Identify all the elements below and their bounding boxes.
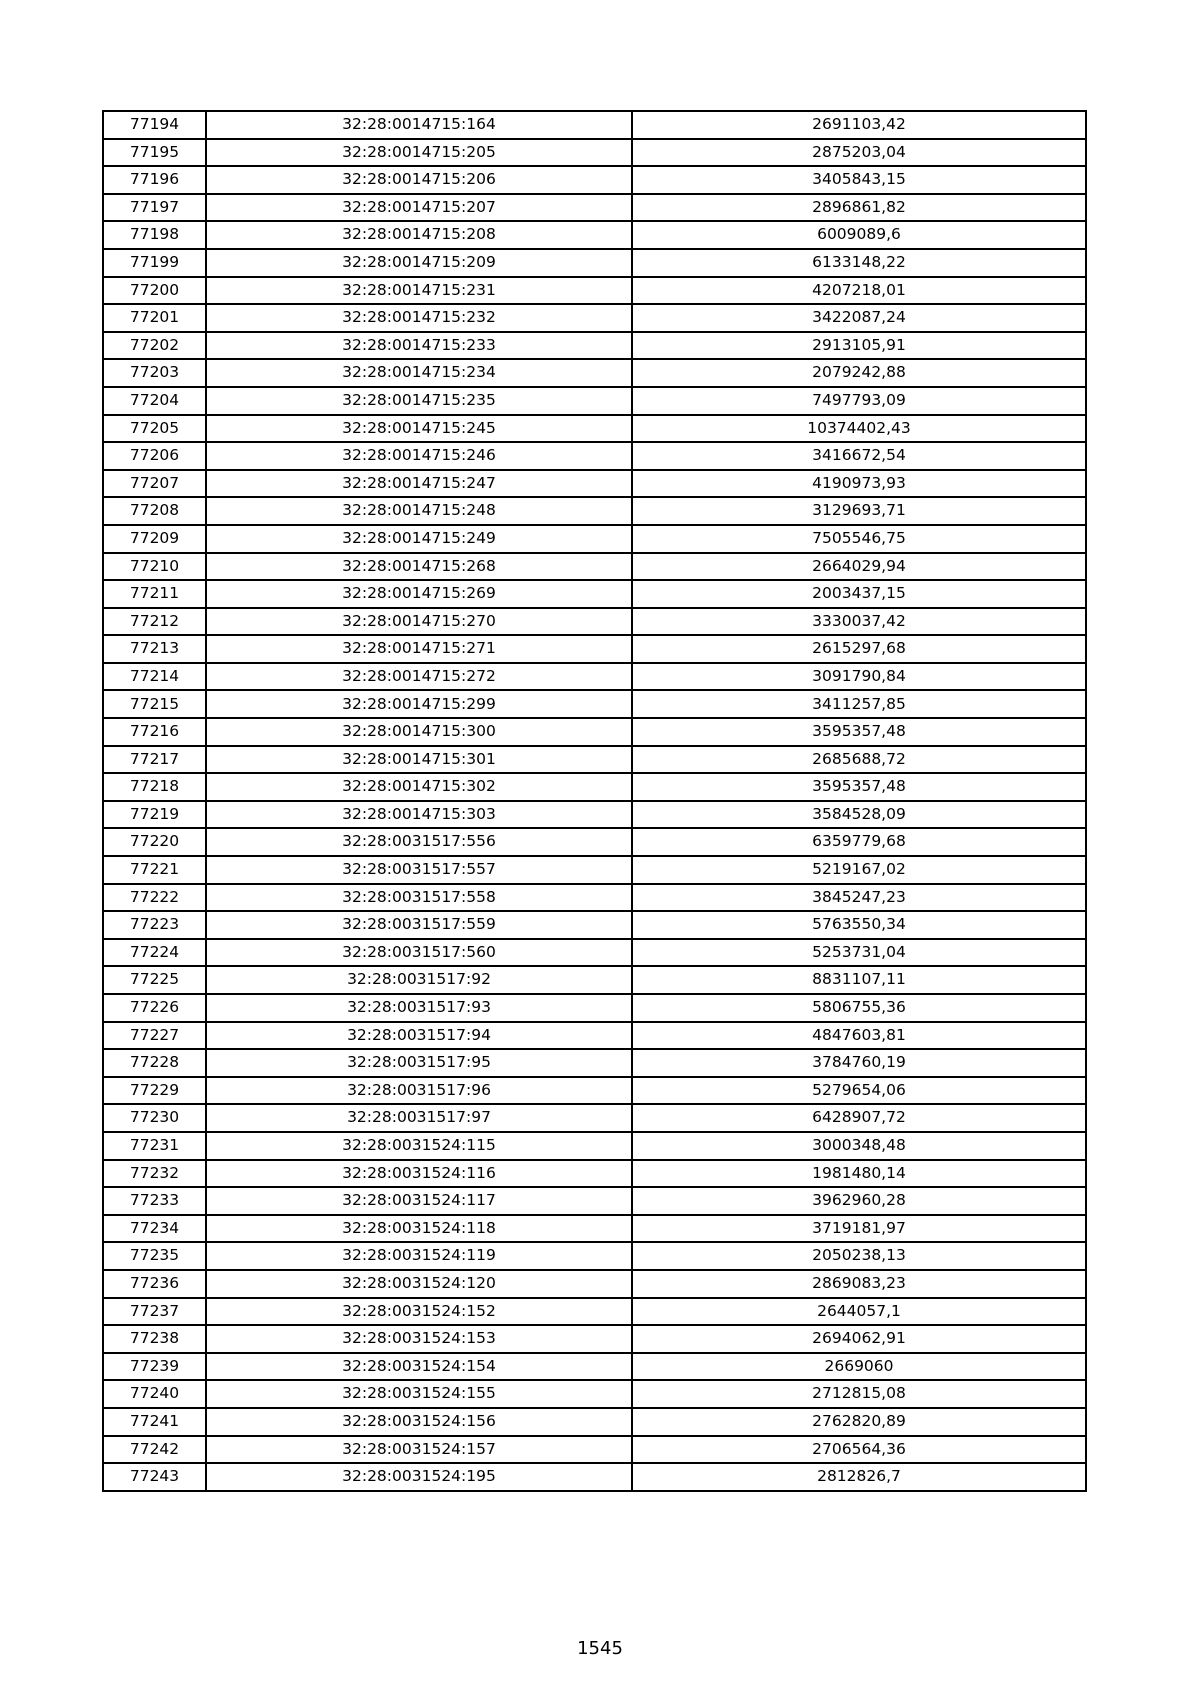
table-row <box>103 746 1086 774</box>
value-cell: 2875203,04 <box>632 139 1086 167</box>
cadastral-number-cell: 32:28:0014715:207 <box>206 194 632 222</box>
value-cell: 2691103,42 <box>632 111 1086 139</box>
row-number-cell: 77234 <box>103 1215 206 1243</box>
table-row <box>103 332 1086 360</box>
table-row <box>103 994 1086 1022</box>
cadastral-number-cell: 32:28:0014715:300 <box>206 718 632 746</box>
row-number-cell: 77202 <box>103 332 206 360</box>
cadastral-number-cell: 32:28:0031517:559 <box>206 911 632 939</box>
row-number-cell: 77199 <box>103 249 206 277</box>
value-cell: 2896861,82 <box>632 194 1086 222</box>
value-cell: 3784760,19 <box>632 1049 1086 1077</box>
row-number-cell: 77220 <box>103 828 206 856</box>
value-cell: 3845247,23 <box>632 884 1086 912</box>
value-cell: 2669060 <box>632 1353 1086 1381</box>
cadastral-number-cell: 32:28:0014715:208 <box>206 221 632 249</box>
value-cell: 3000348,48 <box>632 1132 1086 1160</box>
cadastral-number-cell: 32:28:0031524:154 <box>206 1353 632 1381</box>
table-row <box>103 773 1086 801</box>
value-cell: 4207218,01 <box>632 277 1086 305</box>
value-cell: 3405843,15 <box>632 166 1086 194</box>
table-row <box>103 277 1086 305</box>
row-number-cell: 77207 <box>103 470 206 498</box>
cadastral-number-cell: 32:28:0014715:231 <box>206 277 632 305</box>
row-number-cell: 77208 <box>103 497 206 525</box>
cadastral-number-cell: 32:28:0014715:209 <box>206 249 632 277</box>
cadastral-value-table <box>102 110 1087 1492</box>
row-number-cell: 77195 <box>103 139 206 167</box>
value-cell: 3595357,48 <box>632 718 1086 746</box>
cadastral-number-cell: 32:28:0031517:96 <box>206 1077 632 1105</box>
value-cell: 2694062,91 <box>632 1325 1086 1353</box>
cadastral-number-cell: 32:28:0031524:155 <box>206 1380 632 1408</box>
value-cell: 2812826,7 <box>632 1463 1086 1491</box>
value-cell: 2762820,89 <box>632 1408 1086 1436</box>
row-number-cell: 77206 <box>103 442 206 470</box>
row-number-cell: 77214 <box>103 663 206 691</box>
cadastral-number-cell: 32:28:0014715:247 <box>206 470 632 498</box>
table-row <box>103 1436 1086 1464</box>
table-row <box>103 939 1086 967</box>
cadastral-number-cell: 32:28:0014715:303 <box>206 801 632 829</box>
cadastral-number-cell: 32:28:0031517:560 <box>206 939 632 967</box>
row-number-cell: 77194 <box>103 111 206 139</box>
table-row <box>103 111 1086 139</box>
value-cell: 3129693,71 <box>632 497 1086 525</box>
value-cell: 5219167,02 <box>632 856 1086 884</box>
cadastral-number-cell: 32:28:0031524:153 <box>206 1325 632 1353</box>
row-number-cell: 77231 <box>103 1132 206 1160</box>
table-row <box>103 442 1086 470</box>
value-cell: 1981480,14 <box>632 1160 1086 1188</box>
value-cell: 2644057,1 <box>632 1298 1086 1326</box>
table-row <box>103 221 1086 249</box>
row-number-cell: 77225 <box>103 966 206 994</box>
row-number-cell: 77242 <box>103 1436 206 1464</box>
row-number-cell: 77212 <box>103 608 206 636</box>
value-cell: 3330037,42 <box>632 608 1086 636</box>
table-row <box>103 1022 1086 1050</box>
table-row <box>103 1298 1086 1326</box>
value-cell: 2050238,13 <box>632 1242 1086 1270</box>
cadastral-number-cell: 32:28:0014715:249 <box>206 525 632 553</box>
cadastral-number-cell: 32:28:0014715:299 <box>206 690 632 718</box>
value-cell: 8831107,11 <box>632 966 1086 994</box>
value-cell: 3595357,48 <box>632 773 1086 801</box>
value-cell: 3091790,84 <box>632 663 1086 691</box>
row-number-cell: 77226 <box>103 994 206 1022</box>
table-row <box>103 828 1086 856</box>
table-row <box>103 1104 1086 1132</box>
value-cell: 3422087,24 <box>632 304 1086 332</box>
row-number-cell: 77237 <box>103 1298 206 1326</box>
table-row <box>103 249 1086 277</box>
row-number-cell: 77230 <box>103 1104 206 1132</box>
row-number-cell: 77196 <box>103 166 206 194</box>
table-row <box>103 139 1086 167</box>
row-number-cell: 77240 <box>103 1380 206 1408</box>
value-cell: 2079242,88 <box>632 359 1086 387</box>
value-cell: 6009089,6 <box>632 221 1086 249</box>
row-number-cell: 77243 <box>103 1463 206 1491</box>
cadastral-number-cell: 32:28:0031524:120 <box>206 1270 632 1298</box>
value-cell: 7505546,75 <box>632 525 1086 553</box>
row-number-cell: 77229 <box>103 1077 206 1105</box>
cadastral-number-cell: 32:28:0031524:115 <box>206 1132 632 1160</box>
table-row <box>103 1215 1086 1243</box>
cadastral-number-cell: 32:28:0014715:233 <box>206 332 632 360</box>
table-row <box>103 911 1086 939</box>
row-number-cell: 77223 <box>103 911 206 939</box>
cadastral-number-cell: 32:28:0031524:118 <box>206 1215 632 1243</box>
table-row <box>103 1408 1086 1436</box>
cadastral-number-cell: 32:28:0014715:246 <box>206 442 632 470</box>
cadastral-number-cell: 32:28:0031517:97 <box>206 1104 632 1132</box>
value-cell: 2003437,15 <box>632 580 1086 608</box>
cadastral-number-cell: 32:28:0014715:270 <box>206 608 632 636</box>
cadastral-number-cell: 32:28:0014715:205 <box>206 139 632 167</box>
value-cell: 7497793,09 <box>632 387 1086 415</box>
table-row <box>103 801 1086 829</box>
table-row <box>103 1160 1086 1188</box>
cadastral-number-cell: 32:28:0031517:556 <box>206 828 632 856</box>
row-number-cell: 77213 <box>103 635 206 663</box>
value-cell: 10374402,43 <box>632 415 1086 443</box>
cadastral-number-cell: 32:28:0031524:195 <box>206 1463 632 1491</box>
value-cell: 2664029,94 <box>632 553 1086 581</box>
cadastral-number-cell: 32:28:0014715:302 <box>206 773 632 801</box>
cadastral-number-cell: 32:28:0031517:92 <box>206 966 632 994</box>
table-row <box>103 415 1086 443</box>
page-number: 1545 <box>577 1638 623 1659</box>
value-cell: 6359779,68 <box>632 828 1086 856</box>
row-number-cell: 77238 <box>103 1325 206 1353</box>
table-row <box>103 194 1086 222</box>
cadastral-number-cell: 32:28:0014715:301 <box>206 746 632 774</box>
cadastral-number-cell: 32:28:0031517:94 <box>206 1022 632 1050</box>
value-cell: 5806755,36 <box>632 994 1086 1022</box>
cadastral-number-cell: 32:28:0014715:248 <box>206 497 632 525</box>
table-row <box>103 1463 1086 1491</box>
cadastral-number-cell: 32:28:0014715:269 <box>206 580 632 608</box>
table-row <box>103 1242 1086 1270</box>
table-row <box>103 1270 1086 1298</box>
row-number-cell: 77215 <box>103 690 206 718</box>
value-cell: 3584528,09 <box>632 801 1086 829</box>
row-number-cell: 77203 <box>103 359 206 387</box>
value-cell: 6428907,72 <box>632 1104 1086 1132</box>
value-cell: 2685688,72 <box>632 746 1086 774</box>
row-number-cell: 77217 <box>103 746 206 774</box>
table-row <box>103 1353 1086 1381</box>
row-number-cell: 77224 <box>103 939 206 967</box>
value-cell: 3411257,85 <box>632 690 1086 718</box>
row-number-cell: 77235 <box>103 1242 206 1270</box>
row-number-cell: 77216 <box>103 718 206 746</box>
value-cell: 5253731,04 <box>632 939 1086 967</box>
table-row <box>103 1187 1086 1215</box>
cadastral-number-cell: 32:28:0031524:152 <box>206 1298 632 1326</box>
table-row <box>103 884 1086 912</box>
cadastral-number-cell: 32:28:0031517:95 <box>206 1049 632 1077</box>
value-cell: 2869083,23 <box>632 1270 1086 1298</box>
cadastral-number-cell: 32:28:0031524:156 <box>206 1408 632 1436</box>
row-number-cell: 77204 <box>103 387 206 415</box>
value-cell: 5763550,34 <box>632 911 1086 939</box>
cadastral-number-cell: 32:28:0031517:558 <box>206 884 632 912</box>
value-cell: 5279654,06 <box>632 1077 1086 1105</box>
cadastral-number-cell: 32:28:0031517:557 <box>206 856 632 884</box>
row-number-cell: 77210 <box>103 553 206 581</box>
value-cell: 6133148,22 <box>632 249 1086 277</box>
cadastral-number-cell: 32:28:0031524:116 <box>206 1160 632 1188</box>
cadastral-number-cell: 32:28:0014715:245 <box>206 415 632 443</box>
table-row <box>103 690 1086 718</box>
row-number-cell: 77197 <box>103 194 206 222</box>
table-row <box>103 497 1086 525</box>
cadastral-number-cell: 32:28:0014715:235 <box>206 387 632 415</box>
table-row <box>103 553 1086 581</box>
value-cell: 4190973,93 <box>632 470 1086 498</box>
row-number-cell: 77228 <box>103 1049 206 1077</box>
cadastral-number-cell: 32:28:0014715:232 <box>206 304 632 332</box>
table-row <box>103 580 1086 608</box>
value-cell: 3962960,28 <box>632 1187 1086 1215</box>
table-row <box>103 1325 1086 1353</box>
table-row <box>103 718 1086 746</box>
value-cell: 4847603,81 <box>632 1022 1086 1050</box>
table-row <box>103 304 1086 332</box>
row-number-cell: 77222 <box>103 884 206 912</box>
cadastral-number-cell: 32:28:0014715:206 <box>206 166 632 194</box>
value-cell: 2712815,08 <box>632 1380 1086 1408</box>
row-number-cell: 77233 <box>103 1187 206 1215</box>
value-cell: 2615297,68 <box>632 635 1086 663</box>
cadastral-number-cell: 32:28:0031524:117 <box>206 1187 632 1215</box>
table-row <box>103 1132 1086 1160</box>
cadastral-number-cell: 32:28:0031524:119 <box>206 1242 632 1270</box>
table-row <box>103 966 1086 994</box>
row-number-cell: 77221 <box>103 856 206 884</box>
table-row <box>103 856 1086 884</box>
table-row <box>103 166 1086 194</box>
cadastral-number-cell: 32:28:0014715:268 <box>206 553 632 581</box>
row-number-cell: 77236 <box>103 1270 206 1298</box>
row-number-cell: 77200 <box>103 277 206 305</box>
row-number-cell: 77218 <box>103 773 206 801</box>
table-row <box>103 635 1086 663</box>
row-number-cell: 77209 <box>103 525 206 553</box>
row-number-cell: 77239 <box>103 1353 206 1381</box>
table-row <box>103 1049 1086 1077</box>
cadastral-number-cell: 32:28:0014715:164 <box>206 111 632 139</box>
row-number-cell: 77219 <box>103 801 206 829</box>
table-row <box>103 1077 1086 1105</box>
cadastral-number-cell: 32:28:0014715:272 <box>206 663 632 691</box>
cadastral-number-cell: 32:28:0031524:157 <box>206 1436 632 1464</box>
table-row <box>103 1380 1086 1408</box>
table-row <box>103 470 1086 498</box>
row-number-cell: 77198 <box>103 221 206 249</box>
value-cell: 3719181,97 <box>632 1215 1086 1243</box>
table-row <box>103 387 1086 415</box>
table-row <box>103 359 1086 387</box>
row-number-cell: 77232 <box>103 1160 206 1188</box>
table-row <box>103 525 1086 553</box>
value-cell: 2706564,36 <box>632 1436 1086 1464</box>
cadastral-number-cell: 32:28:0031517:93 <box>206 994 632 1022</box>
cadastral-number-cell: 32:28:0014715:271 <box>206 635 632 663</box>
row-number-cell: 77211 <box>103 580 206 608</box>
table-row <box>103 663 1086 691</box>
row-number-cell: 77205 <box>103 415 206 443</box>
table-row <box>103 608 1086 636</box>
cadastral-number-cell: 32:28:0014715:234 <box>206 359 632 387</box>
value-cell: 2913105,91 <box>632 332 1086 360</box>
value-cell: 3416672,54 <box>632 442 1086 470</box>
row-number-cell: 77227 <box>103 1022 206 1050</box>
row-number-cell: 77201 <box>103 304 206 332</box>
row-number-cell: 77241 <box>103 1408 206 1436</box>
table-body <box>103 111 1086 1491</box>
